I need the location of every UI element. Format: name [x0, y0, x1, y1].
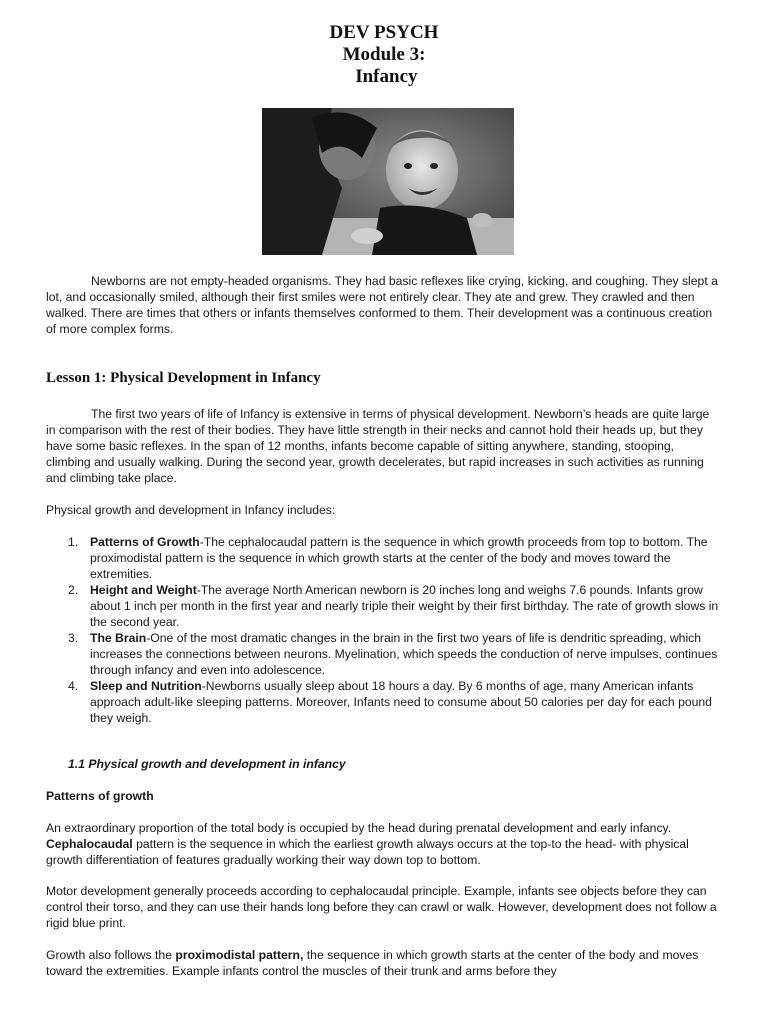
intro-paragraph: Newborns are not empty-headed organisms. They had basic reflexes like crying, kicking, and coughing. They slept a lot, and occasionally smiled, although their first smiles were not entirely clear. They ate and grew. They crawled and then walked. There are times that others or infants themselves conformed to them. Their development was a continuous creation of more complex forms.	[46, 274, 718, 336]
document-title	[0, 22, 768, 88]
list-item-text: -The cephalocaudal pattern is the sequence in which growth proceeds from top to bottom. The proximodistal pattern is the sequence in which growth starts at the center of the body and moves toward the extremities.	[90, 535, 708, 581]
title-line-3: Infancy	[350, 66, 418, 87]
title-line-1: DEV PSYCH	[329, 22, 439, 43]
paragraph-text: An extraordinary proportion of the total body is occupied by the head during prenatal development and early infancy.	[46, 821, 672, 835]
list-item-text: -One of the most dramatic changes in the brain in the first two years of life is dendritic spreading, which increases the connections between neurons. Myelination, which speeds the conduction of nerve impulses, continues through infancy and even into adolescence.	[90, 631, 718, 677]
title-line-2: Module 3:	[342, 44, 426, 65]
proximodistal-term: proximodistal pattern,	[175, 948, 304, 962]
section-1-1-heading: 1.1 Physical growth and development in infancy	[68, 757, 346, 771]
list-item-term: Sleep and Nutrition	[90, 679, 202, 693]
patterns-of-growth-subheading: Patterns of growth	[46, 789, 154, 803]
list-item	[46, 534, 722, 582]
cephalocaudal-paragraph	[46, 820, 722, 868]
list-item-term: Height and Weight	[90, 583, 197, 597]
list-item-number: 1.	[68, 535, 79, 549]
paragraph-text: pattern is the sequence in which the earliest growth always occurs at the top-to the head- with physical growth differentiation of features gradually working their way down top to bottom.	[46, 837, 689, 867]
physical-growth-list	[46, 534, 722, 726]
cephalocaudal-term: Cephalocaudal	[46, 837, 133, 851]
list-item	[46, 630, 722, 678]
growth-includes-paragraph: Physical growth and development in Infancy includes:	[46, 503, 336, 517]
lesson-1-heading: Lesson 1: Physical Development in Infancy	[46, 370, 321, 386]
list-item-number: 3.	[68, 631, 79, 645]
list-item-term: Patterns of Growth	[90, 535, 200, 549]
list-item-text: -The average North American newborn is 20 inches long and weighs 7.6 pounds. Infants grow about 1 inch per month in the first year and nearly triple their weight by their first birthday. The rate of growth slows in the second year.	[90, 583, 719, 629]
list-item-text: -Newborns usually sleep about 18 hours a day. By 6 months of age, many American infants approach adult-like sleeping patterns. Moreover, Infants need to consume about 50 calories per day for each pound they weigh.	[90, 679, 712, 725]
list-item-term: The Brain	[90, 631, 147, 645]
lesson-1-paragraph: The first two years of life of Infancy is extensive in terms of physical development. Newborn’s heads are quite large in comparison with the rest of their bodies. They have little strength in their necks and cannot hold their heads up, but they have some basic reflexes. In the span of 12 months, infants become capable of sitting anywhere, standing, stooping, climbing and usually walking. During the second year, growth decelerates, but rapid increases in such activities as running and climbing take place.	[46, 407, 710, 485]
mother-infant-photo	[262, 108, 514, 255]
proximodistal-paragraph	[46, 947, 722, 979]
paragraph-text: Growth also follows the	[46, 948, 176, 962]
paragraph-text: the sequence in which growth starts at the center of the body and moves toward the extremities. Example infants control the muscles of their trunk and arms before they	[46, 948, 699, 978]
list-item-number: 2.	[68, 583, 79, 597]
list-item	[46, 582, 722, 630]
list-item	[46, 678, 722, 726]
motor-development-paragraph: Motor development generally proceeds according to cephalocaudal principle. Example, infants see objects before they can control their torso, and they can use their hands long before they can crawl or walk. However, development does not follow a rigid blue print.	[46, 884, 717, 930]
list-item-number: 4.	[68, 679, 79, 693]
